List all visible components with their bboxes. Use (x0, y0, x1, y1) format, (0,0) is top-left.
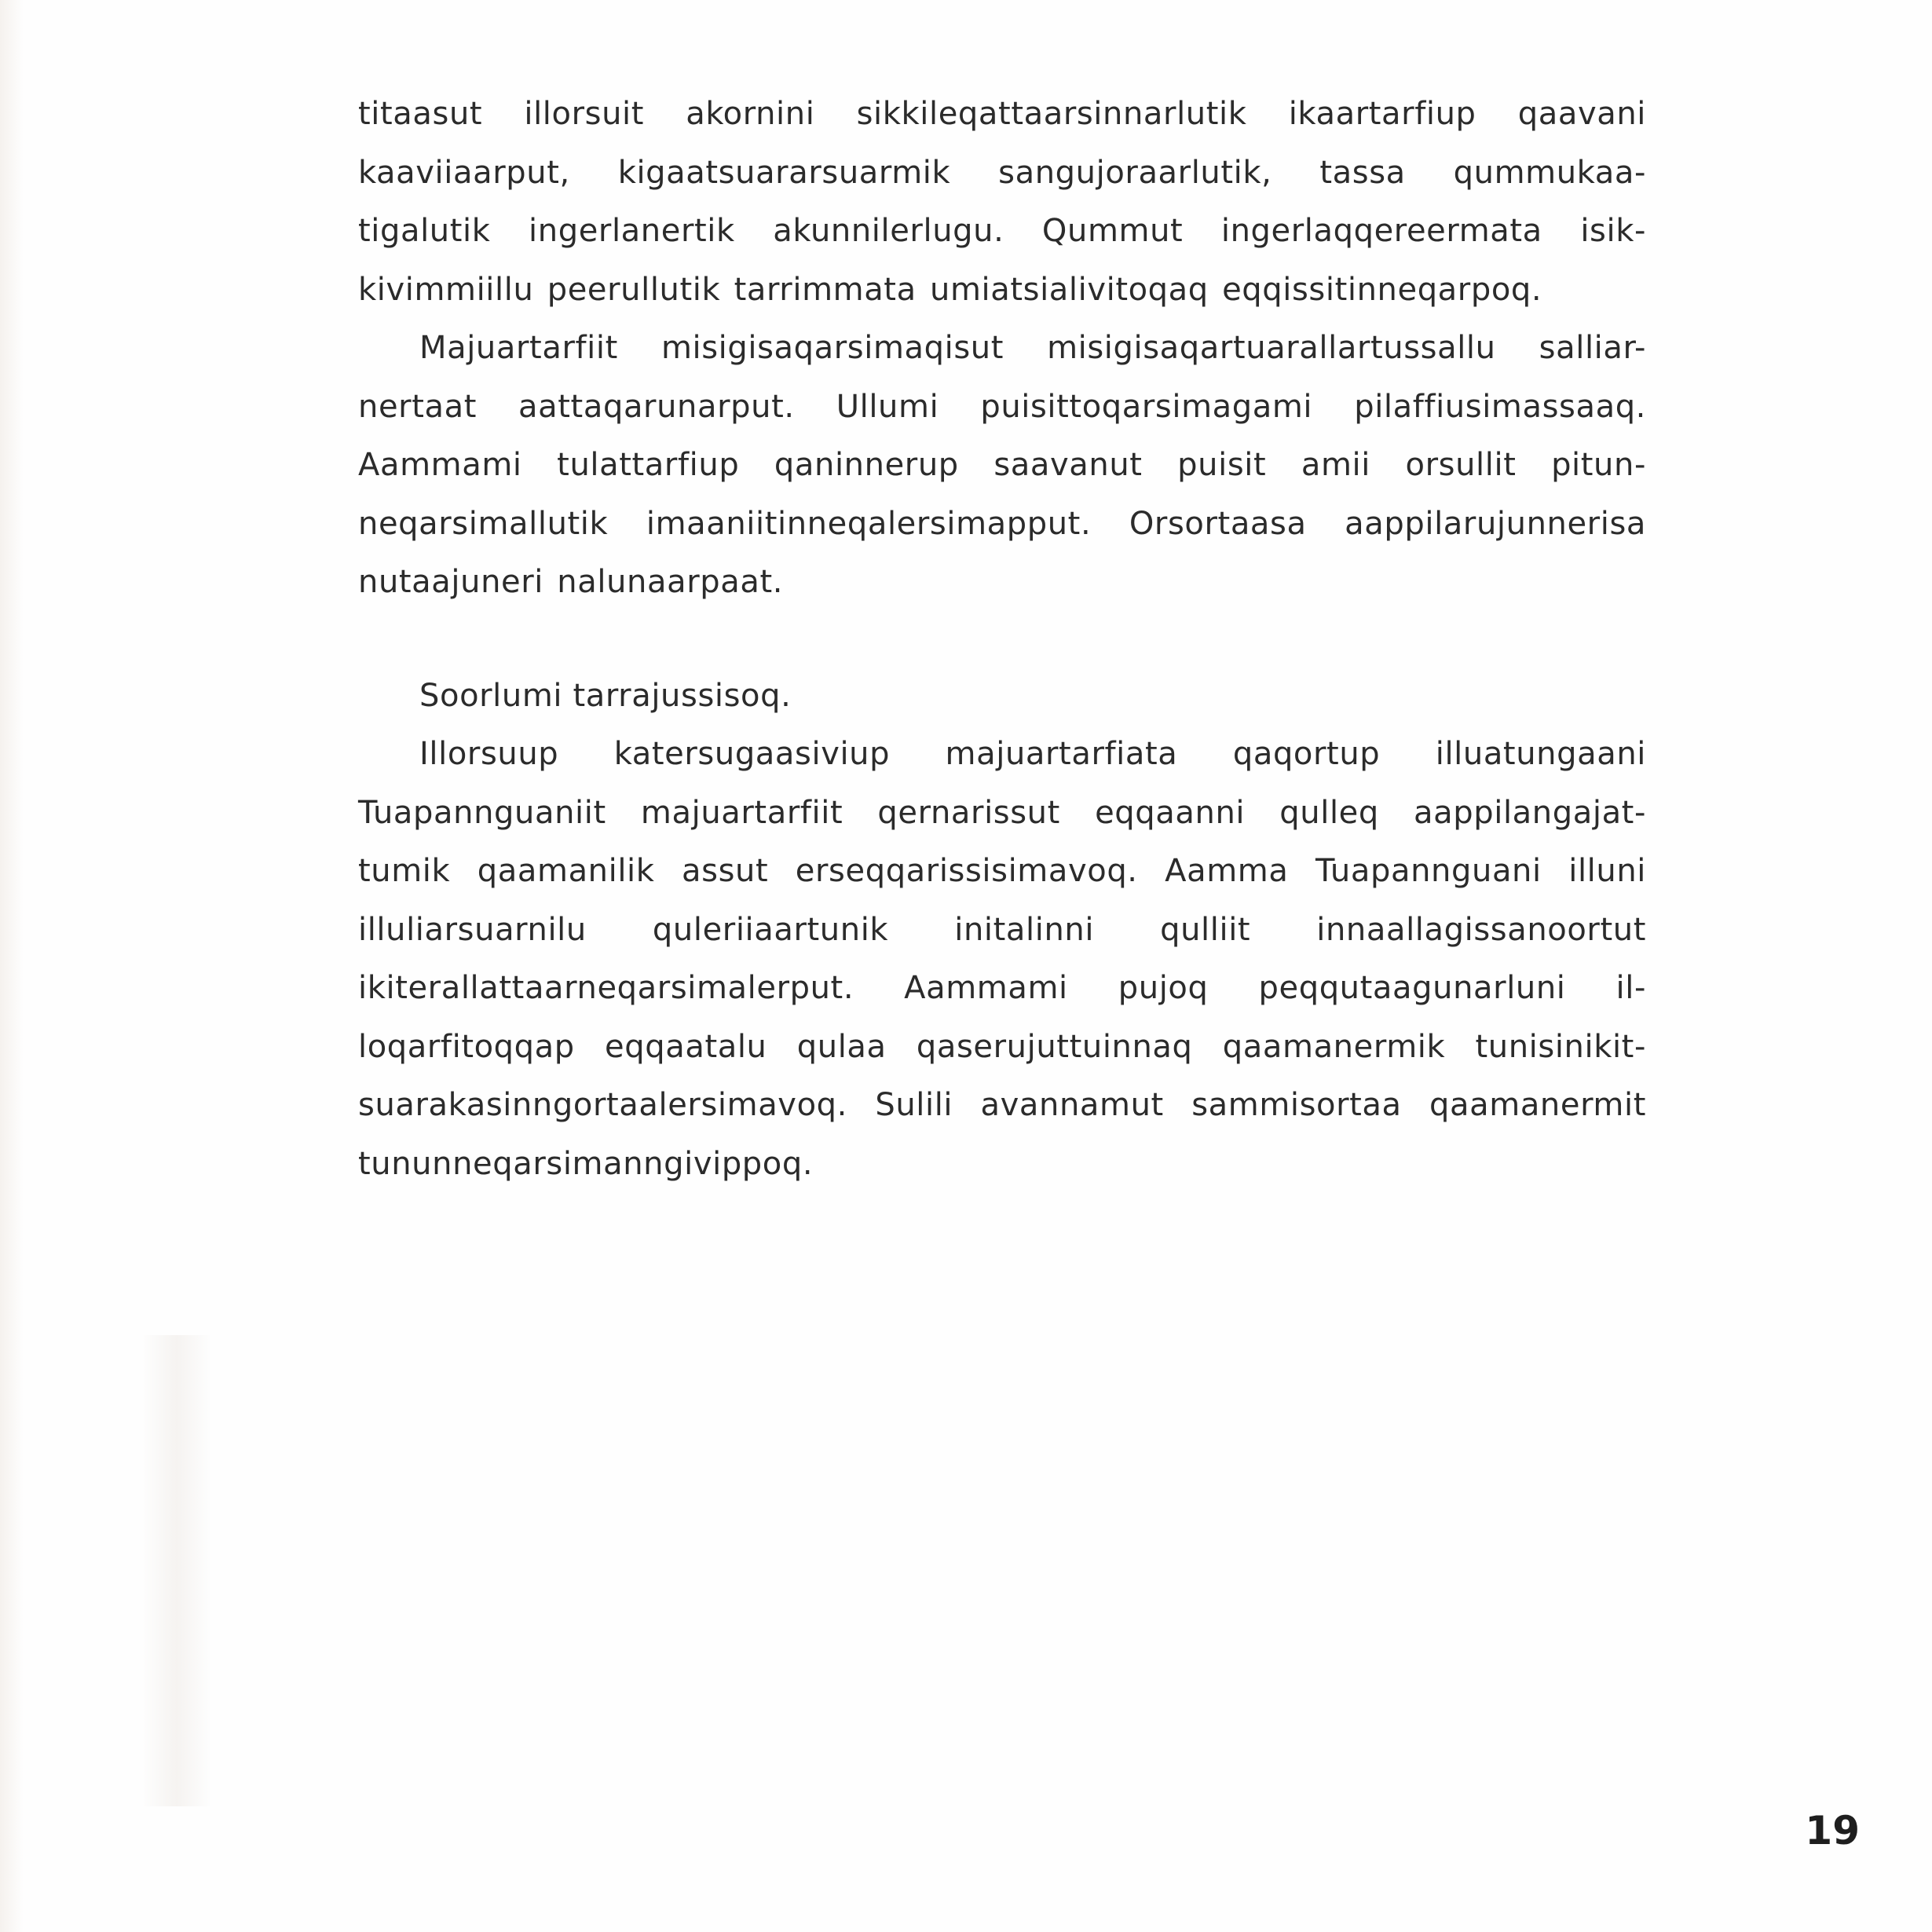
page-shadow (141, 1335, 212, 1806)
page-number: 19 (1805, 1808, 1860, 1853)
paragraph-3 (358, 725, 1646, 1193)
text-line: loqarfitoqqap eqqaatalu qulaa qaserujuttuinnaq qaamanermik tunisinikit- (358, 1028, 1646, 1065)
text-line: kivimmiillu peerullutik tarrimmata umiatsialivitoqaq eqqissitinneqarpoq. (358, 271, 1542, 308)
paragraph-1 (358, 85, 1646, 319)
page-edge-shading (0, 0, 24, 1932)
text-line: illuliarsuarnilu quleriiaartunik initalinni qulliit innaallagissanoortut (358, 911, 1646, 948)
text-line: nutaajuneri nalunaarpaat. (358, 564, 784, 600)
text-line: tigalutik ingerlanertik akunnilerlugu. Qummut ingerlaqqereermata isik- (358, 213, 1646, 249)
paragraph-2 (358, 319, 1646, 612)
text-line: titaasut illorsuit akornini sikkileqattaarsinnarlutik ikaartarfiup qaavani (358, 96, 1646, 132)
text-line: tumik qaamanilik assut erseqqarissisimavoq. Aamma Tuapannguani illuni (358, 853, 1646, 889)
text-line: kaaviiaarput, kigaatsuararsuarmik sangujoraarlutik, tassa qummukaa- (358, 154, 1646, 191)
text-line: neqarsimallutik imaaniitinneqalersimapput. Orsortaasa aappilarujunnerisa (358, 505, 1646, 542)
text-line: tununneqarsimanngivippoq. (358, 1145, 814, 1182)
body-text (358, 85, 1646, 1193)
text-line: Illorsuup katersugaasiviup majuartarfiata qaqortup illuatungaani (419, 736, 1646, 772)
text-line: Aammami tulattarfiup qaninnerup saavanut puisit amii orsullit pitun- (358, 447, 1646, 483)
text-line: suarakasinngortaalersimavoq. Sulili avannamut sammisortaa qaamanermit (358, 1087, 1646, 1123)
text-line: ikiterallattaarneqarsimalerput. Aammami pujoq peqqutaagunarluni il- (358, 970, 1646, 1006)
section-heading: Soorlumi tarrajussisoq. (419, 677, 792, 714)
text-line: nertaat aattaqarunarput. Ullumi puisittoqarsimagami pilaffiusimassaaq. (358, 388, 1646, 425)
text-line: Majuartarfiit misigisaqarsimaqisut misigisaqartuarallartussallu salliar- (419, 330, 1646, 366)
text-line: Tuapannguaniit majuartarfiit qernarissut eqqaanni qulleq aappilangajat- (358, 794, 1646, 831)
